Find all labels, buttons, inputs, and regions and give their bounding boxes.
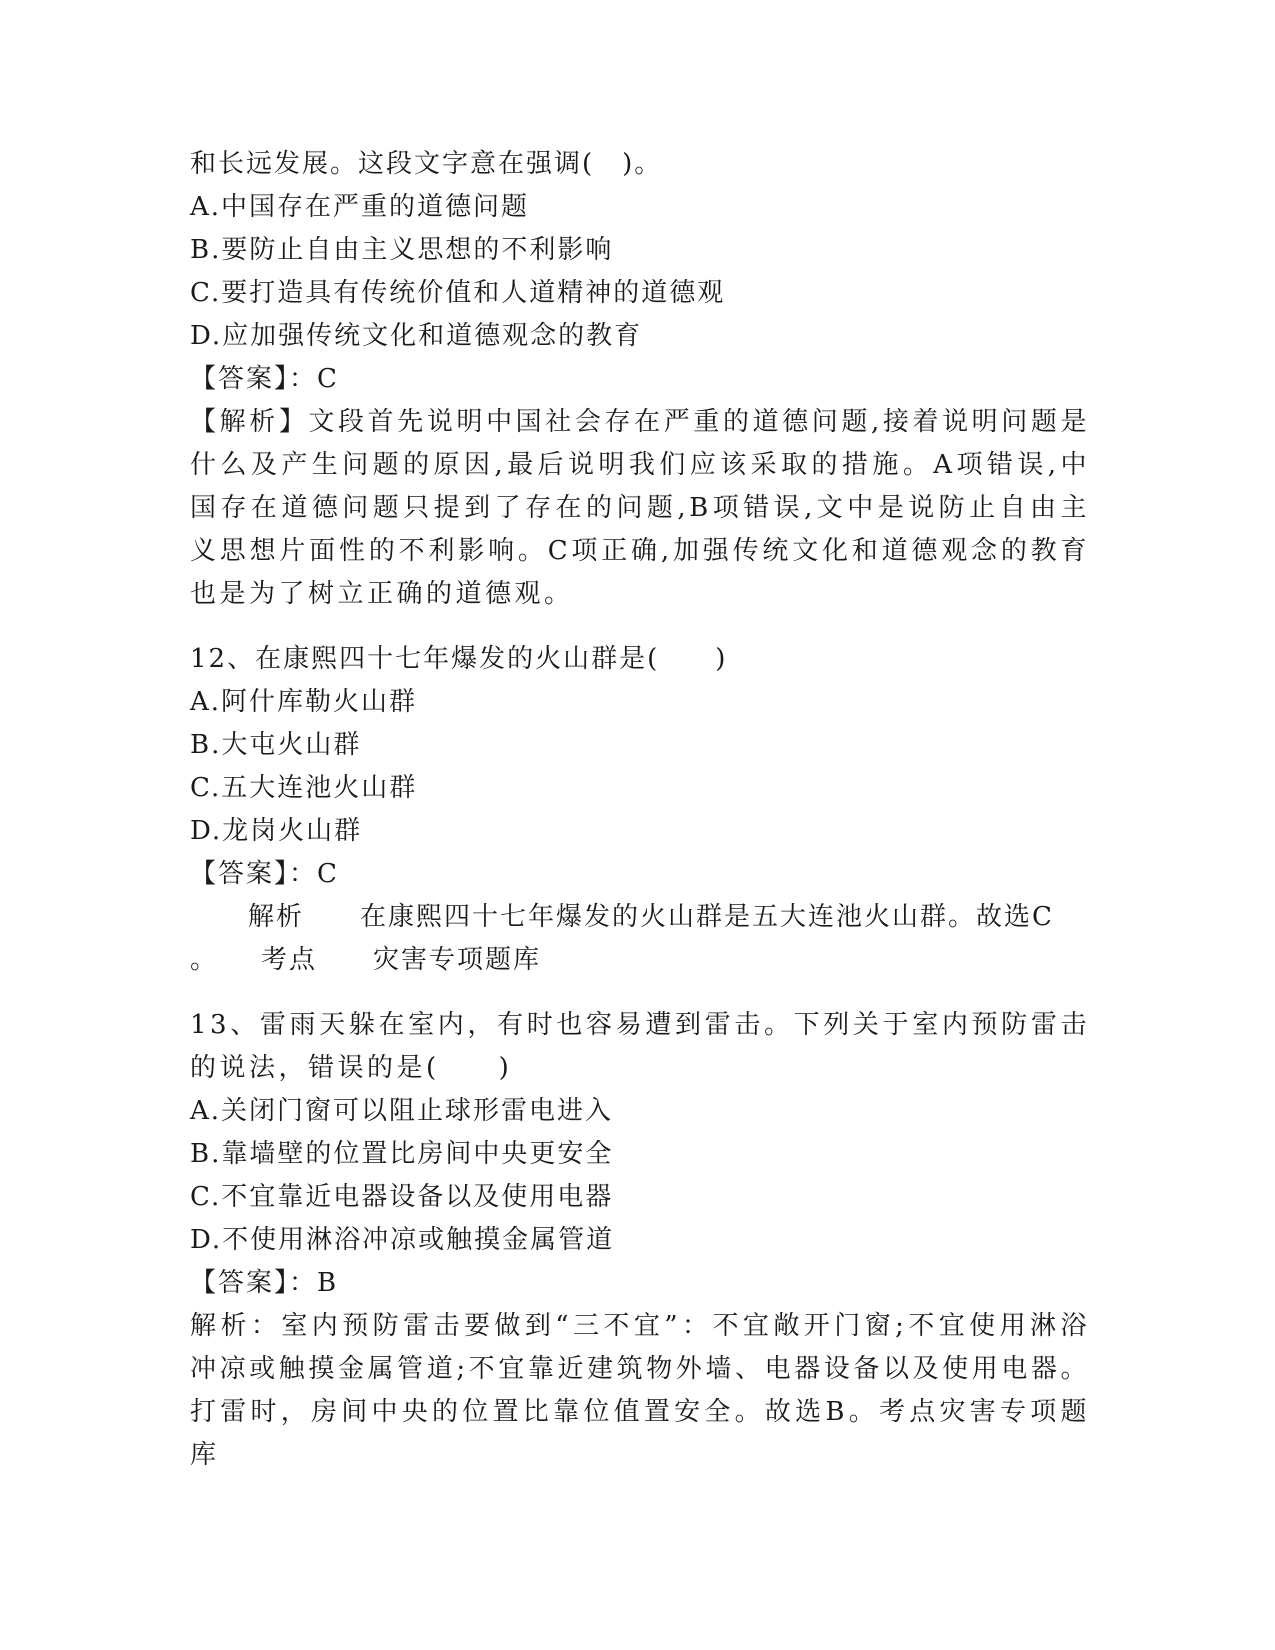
- option-a: A.关闭门窗可以阻止球形雷电进入: [190, 1096, 614, 1126]
- answer: 【答案】：C: [190, 859, 339, 889]
- analysis-line-2: 。 考点 灾害专项题库: [190, 945, 542, 975]
- option-b: B.要防止自由主义思想的不利影响: [190, 235, 614, 265]
- option-d: D.不使用淋浴冲凉或触摸金属管道: [190, 1225, 615, 1255]
- page-content: [190, 143, 1090, 1477]
- option-d: D.龙岗火山群: [190, 816, 363, 846]
- answer: 【答案】：C: [190, 364, 339, 394]
- analysis: 解析：室内预防雷击要做到“三不宜”：不宜敞开门窗;不宜使用淋浴冲凉或触摸金属管道;不宜靠近建筑物外墙、电器设备以及使用电器。打雷时，房间中央的位置比靠位值置安全。故选B。考点灾害专项题库: [190, 1311, 1090, 1470]
- analysis-line-1: 解析 在康熙四十七年爆发的火山群是五大连池火山群。故选C: [248, 902, 1054, 932]
- option-d: D.应加强传统文化和道德观念的教育: [190, 321, 643, 351]
- option-a: A.中国存在严重的道德问题: [190, 192, 530, 222]
- option-c: C.不宜靠近电器设备以及使用电器: [190, 1182, 614, 1212]
- option-c: C.五大连池火山群: [190, 773, 418, 803]
- question-12-stem: 12、在康熙四十七年爆发的火山群是( ): [190, 644, 728, 674]
- analysis: 【解析】文段首先说明中国社会存在严重的道德问题,接着说明问题是什么及产生问题的原因,最后说明我们应该采取的措施。A项错误,中国存在道德问题只提到了存在的问题,B项错误,文中是说防止自由主义思想片面性的不利影响。C项正确,加强传统文化和道德观念的教育也是为了树立正确的道德观。: [190, 407, 1090, 609]
- question-tail: 和长远发展。这段文字意在强调( )。: [190, 149, 663, 179]
- option-a: A.阿什库勒火山群: [190, 687, 418, 717]
- option-c: C.要打造具有传统价值和人道精神的道德观: [190, 278, 726, 308]
- question-13-stem: 13、雷雨天躲在室内，有时也容易遭到雷击。下列关于室内预防雷击的说法，错误的是( ): [190, 1010, 1090, 1083]
- option-b: B.靠墙壁的位置比房间中央更安全: [190, 1139, 614, 1169]
- answer: 【答案】：B: [190, 1268, 339, 1298]
- option-b: B.大屯火山群: [190, 730, 362, 760]
